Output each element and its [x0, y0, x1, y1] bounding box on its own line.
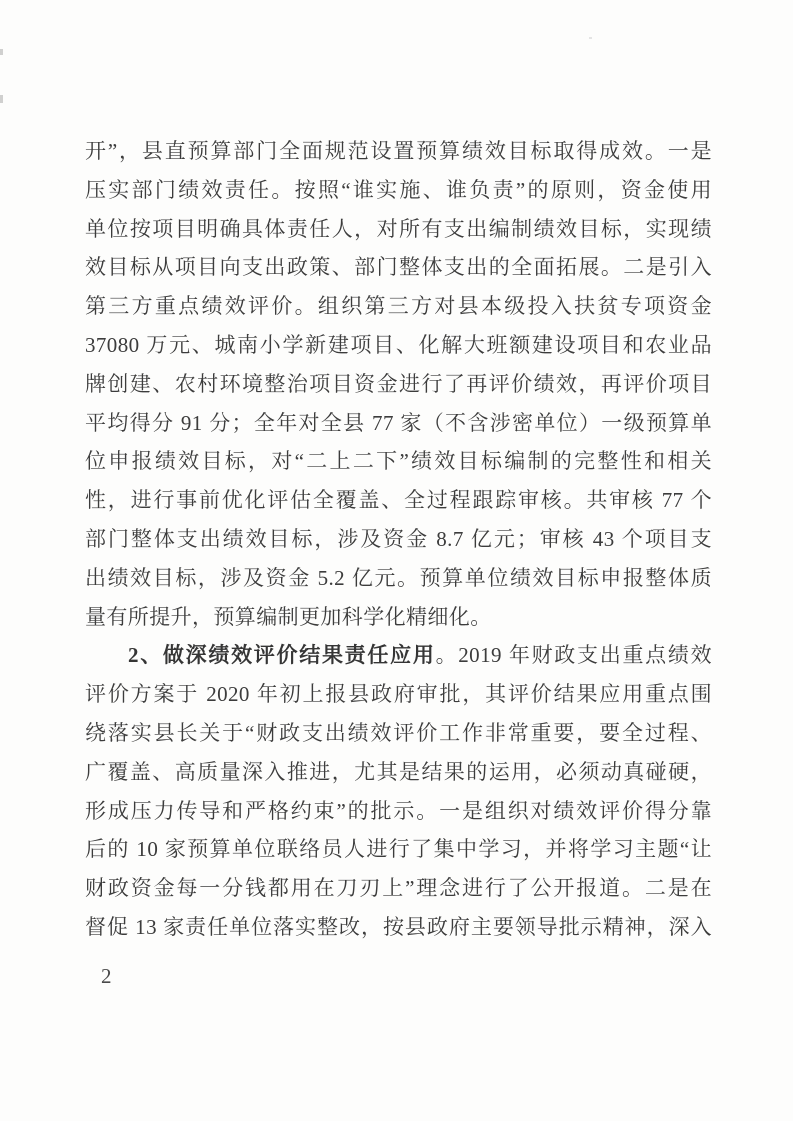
text-line [85, 714, 712, 753]
text-line [85, 559, 712, 598]
text-line [85, 132, 712, 171]
text-segment: 。2019 年财政支出重点绩效 [435, 643, 712, 668]
text-segment: 单位按项目明确具体责任人，对所有支出编制绩效目标，实现绩 [85, 216, 712, 241]
text-segment: 财政资金每一分钱都用在刀刃上”理念进行了公开报道。二是在 [85, 876, 712, 901]
text-segment-bold: 2、做深绩效评价结果责任应用 [128, 643, 436, 668]
text-segment: 第三方重点绩效评价。组织第三方对县本级投入扶贫专项资金 [85, 294, 712, 319]
text-line [85, 675, 712, 714]
text-segment: 37080 万元、城南小学新建项目、化解大班额建设项目和农业品 [85, 332, 712, 357]
text-segment: 督促 13 家责任单位落实整改，按县政府主要领导批示精神，深入 [85, 914, 712, 939]
page-number: 2 [101, 964, 112, 988]
text-line [85, 869, 712, 908]
text-segment: 位申报绩效目标，对“二上二下”绩效目标编制的完整性和相关 [85, 449, 712, 474]
text-segment: 形成压力传导和严格约束”的批示。一是组织对绩效评价得分靠 [85, 798, 712, 823]
text-segment: 压实部门绩效责任。按照“谁实施、谁负责”的原则，资金使用 [85, 177, 712, 202]
text-segment: 平均得分 91 分；全年对全县 77 家（不含涉密单位）一级预算单 [85, 410, 712, 435]
text-segment: 开”，县直预算部门全面规范设置预算绩效目标取得成效。一是 [85, 139, 712, 163]
text-line [85, 326, 712, 365]
text-segment: 牌创建、农村环境整治项目资金进行了再评价绩效，再评价项目 [85, 371, 712, 396]
text-line [85, 481, 712, 520]
text-line [85, 598, 712, 637]
text-segment: 后的 10 家预算单位联络员人进行了集中学习，并将学习主题“让 [85, 837, 712, 862]
scan-artifact [589, 37, 592, 39]
text-line [85, 792, 712, 831]
text-line [85, 753, 712, 792]
text-line [85, 210, 712, 249]
text-line [85, 636, 712, 675]
text-line [85, 248, 712, 287]
text-segment: 出绩效目标，涉及资金 5.2 亿元。预算单位绩效目标申报整体质 [85, 565, 712, 590]
text-line [85, 442, 712, 481]
text-block [85, 132, 712, 947]
text-segment: 效目标从项目向支出政策、部门整体支出的全面拓展。二是引入 [85, 255, 712, 280]
text-line [85, 404, 712, 443]
text-line [85, 287, 712, 326]
text-line [85, 171, 712, 210]
text-segment: 绕落实县长关于“财政支出绩效评价工作非常重要，要全过程、 [85, 720, 712, 745]
text-segment: 广覆盖、高质量深入推进，尤其是结果的运用，必须动真碰硬， [85, 759, 712, 784]
text-line [85, 830, 712, 869]
text-segment: 量有所提升，预算编制更加科学化精细化。 [85, 604, 492, 629]
text-segment: 部门整体支出绩效目标，涉及资金 8.7 亿元；审核 43 个项目支 [85, 526, 712, 551]
text-line [85, 520, 712, 559]
text-segment: 性，进行事前优化评估全覆盖、全过程跟踪审核。共审核 77 个 [85, 488, 712, 513]
scan-artifact [0, 95, 3, 103]
text-segment: 评价方案于 2020 年初上报县政府审批，其评价结果应用重点围 [85, 682, 712, 707]
text-line [85, 365, 712, 404]
text-line [85, 908, 712, 947]
scan-artifact [0, 49, 3, 55]
